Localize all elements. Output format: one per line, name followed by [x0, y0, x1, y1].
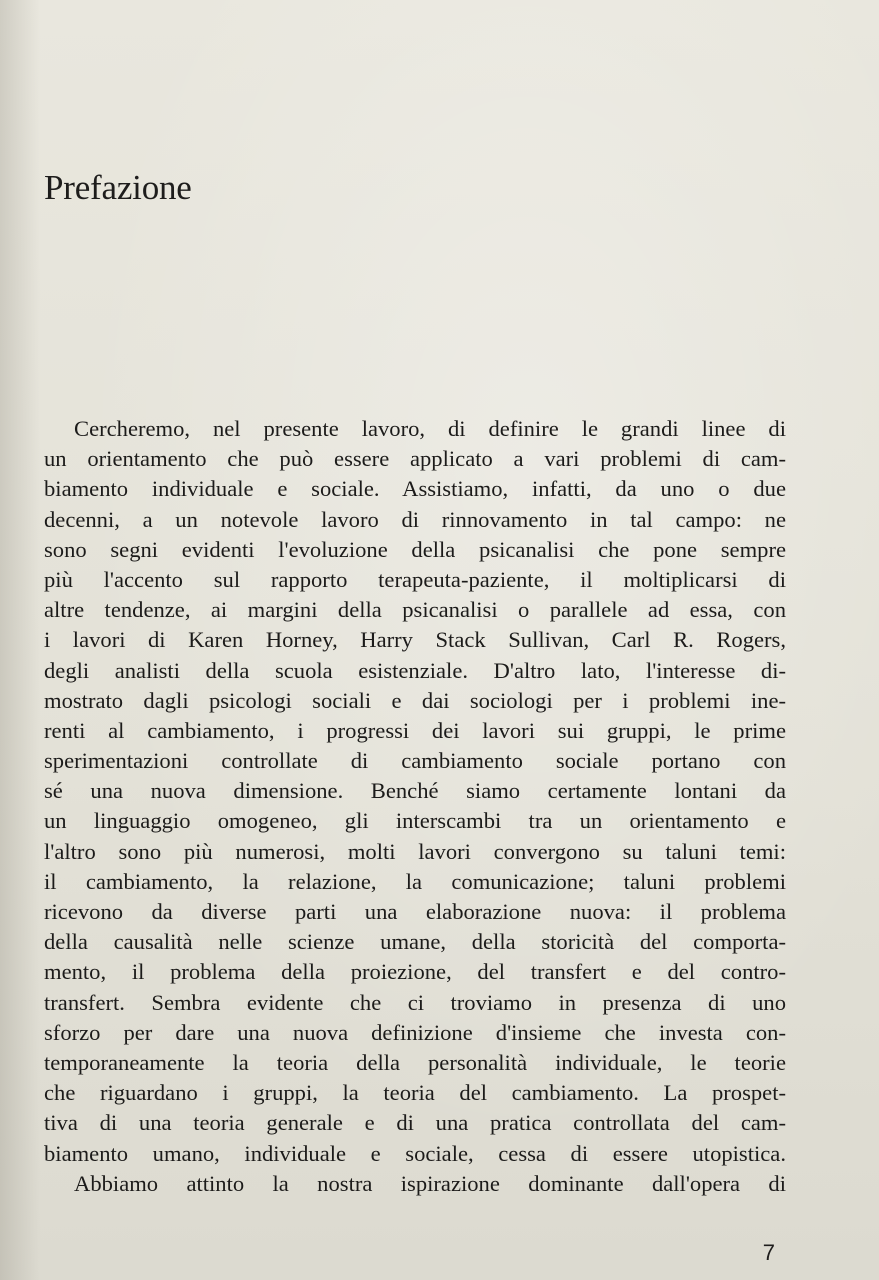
text-line: transfert. Sembra evidente che ci troviamo in presenza di uno — [44, 989, 786, 1015]
text-line: tiva di una teoria generale e di una pratica controllata del cam- — [44, 1110, 786, 1136]
text-line: renti al cambiamento, i progressi dei lavori sui gruppi, le prime — [44, 717, 786, 743]
text-line: mento, il problema della proiezione, del transfert e del contro- — [44, 959, 786, 985]
text-line: sé una nuova dimensione. Benché siamo certamente lontani da — [44, 778, 786, 804]
text-line: Cercheremo, nel presente lavoro, di definire le grandi linee di — [74, 416, 786, 441]
text-line: sforzo per dare una nuova definizione d'insieme che investa con- — [44, 1019, 786, 1045]
text-line: altre tendenze, ai margini della psicanalisi o parallele ad essa, con — [44, 597, 786, 623]
text-line: un linguaggio omogeneo, gli interscambi tra un orientamento e — [44, 808, 786, 834]
text-line: Abbiamo attinto la nostra ispirazione dominante dall'opera di — [74, 1170, 786, 1196]
text-line: sperimentazioni controllate di cambiamento sociale portano con — [44, 748, 786, 774]
text-line: più l'accento sul rapporto terapeuta-paziente, il moltiplicarsi di — [44, 566, 786, 592]
text-line: decenni, a un notevole lavoro di rinnovamento in tal campo: ne — [44, 506, 786, 532]
body-text — [44, 414, 786, 1199]
page-number: 7 — [762, 1240, 775, 1265]
text-line: temporaneamente la teoria della personalità individuale, le teorie — [44, 1049, 786, 1075]
text-line: un orientamento che può essere applicato a vari problemi di cam- — [44, 446, 786, 472]
text-line: l'altro sono più numerosi, molti lavori convergono su taluni temi: — [44, 838, 786, 864]
text-line: mostrato dagli psicologi sociali e dai sociologi per i problemi ine- — [44, 687, 786, 713]
text-line: della causalità nelle scienze umane, della storicità del comporta- — [44, 929, 786, 955]
text-line: biamento individuale e sociale. Assistiamo, infatti, da uno o due — [44, 476, 786, 502]
text-line: i lavori di Karen Horney, Harry Stack Sullivan, Carl R. Rogers, — [44, 627, 786, 653]
text-line: ricevono da diverse parti una elaborazione nuova: il problema — [44, 899, 786, 924]
text-line: degli analisti della scuola esistenziale. D'altro lato, l'interesse di- — [44, 657, 786, 683]
page-title: Prefazione — [44, 168, 192, 207]
text-line: il cambiamento, la relazione, la comunicazione; taluni problemi — [44, 868, 786, 894]
text-line: che riguardano i gruppi, la teoria del cambiamento. La prospet- — [44, 1080, 786, 1106]
text-line: biamento umano, individuale e sociale, cessa di essere utopistica. — [44, 1140, 786, 1166]
text-line: sono segni evidenti l'evoluzione della psicanalisi che pone sempre — [44, 536, 786, 562]
